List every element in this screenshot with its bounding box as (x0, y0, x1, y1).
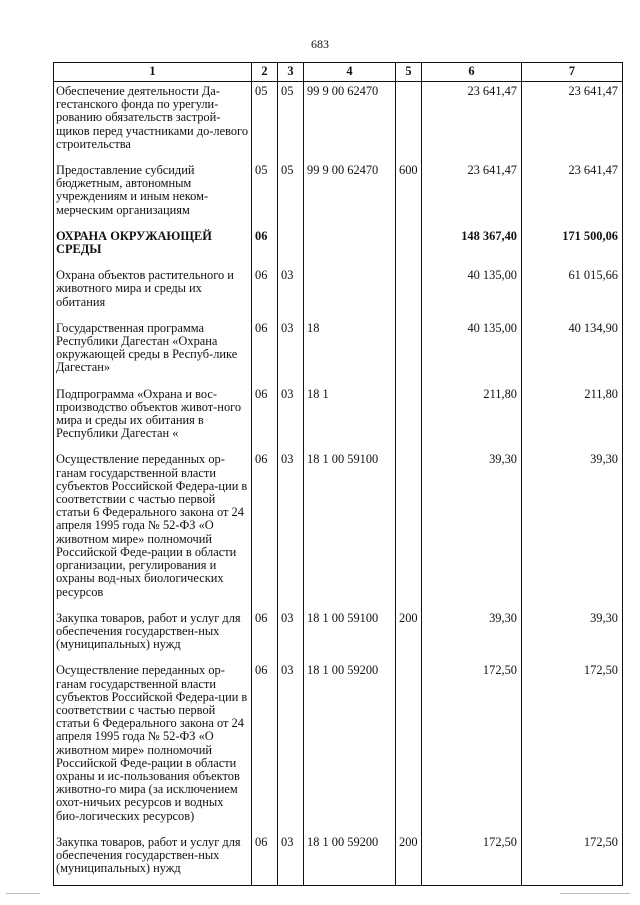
row-subsection: 05 (278, 161, 304, 227)
row-amount-1: 172,50 (422, 661, 522, 832)
row-name: Закупка товаров, работ и услуг для обеспечения государствен-ных (муниципальных) нужд (54, 609, 252, 662)
row-expense-type: 200 (396, 609, 422, 662)
row-target-article: 99 9 00 62470 (304, 161, 396, 227)
row-amount-2: 39,30 (522, 450, 623, 608)
row-expense-type (396, 450, 422, 608)
row-expense-type (396, 266, 422, 319)
row-target-article: 18 1 00 59100 (304, 609, 396, 662)
table-row (54, 609, 623, 662)
table-row (54, 319, 623, 385)
table-row (54, 227, 623, 266)
page-number: 683 (311, 37, 329, 51)
budget-table (53, 62, 623, 886)
row-subsection: 03 (278, 833, 304, 886)
row-amount-2: 171 500,06 (522, 227, 623, 266)
row-amount-1: 23 641,47 (422, 82, 522, 162)
column-header-6: 6 (422, 63, 522, 82)
row-target-article: 99 9 00 62470 (304, 82, 396, 162)
row-expense-type: 200 (396, 833, 422, 886)
row-name: Осуществление переданных ор-ганам государственной власти субъектов Российской Федера-ции в соответствии с частью первой статьи 6 Федерального закона от 24 апреля 1995 года № 52-ФЗ «О животном мире» полномочий Российской Феде-рации в области охраны и ис-пользования объектов животно-го мира (за исключением охот-ничьих ресурсов и водных био-логических ресурсов) (54, 661, 252, 832)
table-row (54, 450, 623, 608)
row-subsection: 03 (278, 266, 304, 319)
row-amount-2: 172,50 (522, 661, 623, 832)
table-header-row (54, 63, 623, 82)
row-amount-2: 39,30 (522, 609, 623, 662)
row-section: 06 (252, 385, 278, 451)
row-name: ОХРАНА ОКРУЖАЮЩЕЙ СРЕДЫ (54, 227, 252, 266)
scan-edge-mark-right (560, 893, 630, 894)
row-target-article: 18 1 00 59100 (304, 450, 396, 608)
row-amount-2: 211,80 (522, 385, 623, 451)
row-amount-1: 211,80 (422, 385, 522, 451)
table-body (54, 82, 623, 886)
row-name: Осуществление переданных ор-ганам государственной власти субъектов Российской Федера-ции в соответствии с частью первой статьи 6 Федерального закона от 24 апреля 1995 года № 52-ФЗ «О животном мире» полномочий Российской Феде-рации в области организации, регулирования и охраны вод-ных биологических ресурсов (54, 450, 252, 608)
row-subsection: 03 (278, 609, 304, 662)
row-amount-1: 39,30 (422, 609, 522, 662)
row-subsection: 03 (278, 661, 304, 832)
row-amount-1: 39,30 (422, 450, 522, 608)
column-header-1: 1 (54, 63, 252, 82)
row-target-article: 18 (304, 319, 396, 385)
column-header-3: 3 (278, 63, 304, 82)
table-row (54, 661, 623, 832)
row-expense-type (396, 319, 422, 385)
row-expense-type (396, 385, 422, 451)
row-subsection: 03 (278, 319, 304, 385)
table-row (54, 266, 623, 319)
table-row (54, 385, 623, 451)
row-target-article (304, 227, 396, 266)
row-name: Предоставление субсидий бюджетным, автономным учреждениям и иным неком-мерческим организациям (54, 161, 252, 227)
column-header-4: 4 (304, 63, 396, 82)
row-section: 06 (252, 450, 278, 608)
row-expense-type: 600 (396, 161, 422, 227)
row-section: 06 (252, 227, 278, 266)
row-amount-2: 23 641,47 (522, 161, 623, 227)
column-header-2: 2 (252, 63, 278, 82)
row-target-article (304, 266, 396, 319)
row-target-article: 18 1 00 59200 (304, 833, 396, 886)
row-expense-type (396, 227, 422, 266)
row-amount-1: 23 641,47 (422, 161, 522, 227)
row-subsection: 03 (278, 450, 304, 608)
row-target-article: 18 1 00 59200 (304, 661, 396, 832)
row-name: Закупка товаров, работ и услуг для обеспечения государствен-ных (муниципальных) нужд (54, 833, 252, 886)
row-expense-type (396, 661, 422, 832)
column-header-5: 5 (396, 63, 422, 82)
table-row (54, 161, 623, 227)
row-amount-2: 23 641,47 (522, 82, 623, 162)
row-section: 05 (252, 161, 278, 227)
row-section: 05 (252, 82, 278, 162)
row-section: 06 (252, 661, 278, 832)
row-amount-2: 172,50 (522, 833, 623, 886)
row-amount-2: 61 015,66 (522, 266, 623, 319)
row-name: Государственная программа Республики Дагестан «Охрана окружающей среды в Респуб-лике Дагестан» (54, 319, 252, 385)
row-amount-1: 40 135,00 (422, 266, 522, 319)
row-section: 06 (252, 609, 278, 662)
row-name: Охрана объектов растительного и животного мира и среды их обитания (54, 266, 252, 319)
row-amount-2: 40 134,90 (522, 319, 623, 385)
row-subsection: 03 (278, 385, 304, 451)
table-row (54, 82, 623, 162)
row-amount-1: 40 135,00 (422, 319, 522, 385)
row-target-article: 18 1 (304, 385, 396, 451)
column-header-7: 7 (522, 63, 623, 82)
row-section: 06 (252, 266, 278, 319)
row-subsection: 05 (278, 82, 304, 162)
row-name: Подпрограмма «Охрана и вос-производство объектов живот-ного мира и среды их обитания в Республики Дагестан « (54, 385, 252, 451)
row-subsection (278, 227, 304, 266)
table-row (54, 833, 623, 886)
row-expense-type (396, 82, 422, 162)
scan-edge-mark-left (6, 893, 40, 894)
row-name: Обеспечение деятельности Да-гестанского фонда по урегули-рованию обязательств застрой-щиков перед участниками до-левого строительства (54, 82, 252, 162)
row-section: 06 (252, 319, 278, 385)
row-section: 06 (252, 833, 278, 886)
row-amount-1: 148 367,40 (422, 227, 522, 266)
row-amount-1: 172,50 (422, 833, 522, 886)
